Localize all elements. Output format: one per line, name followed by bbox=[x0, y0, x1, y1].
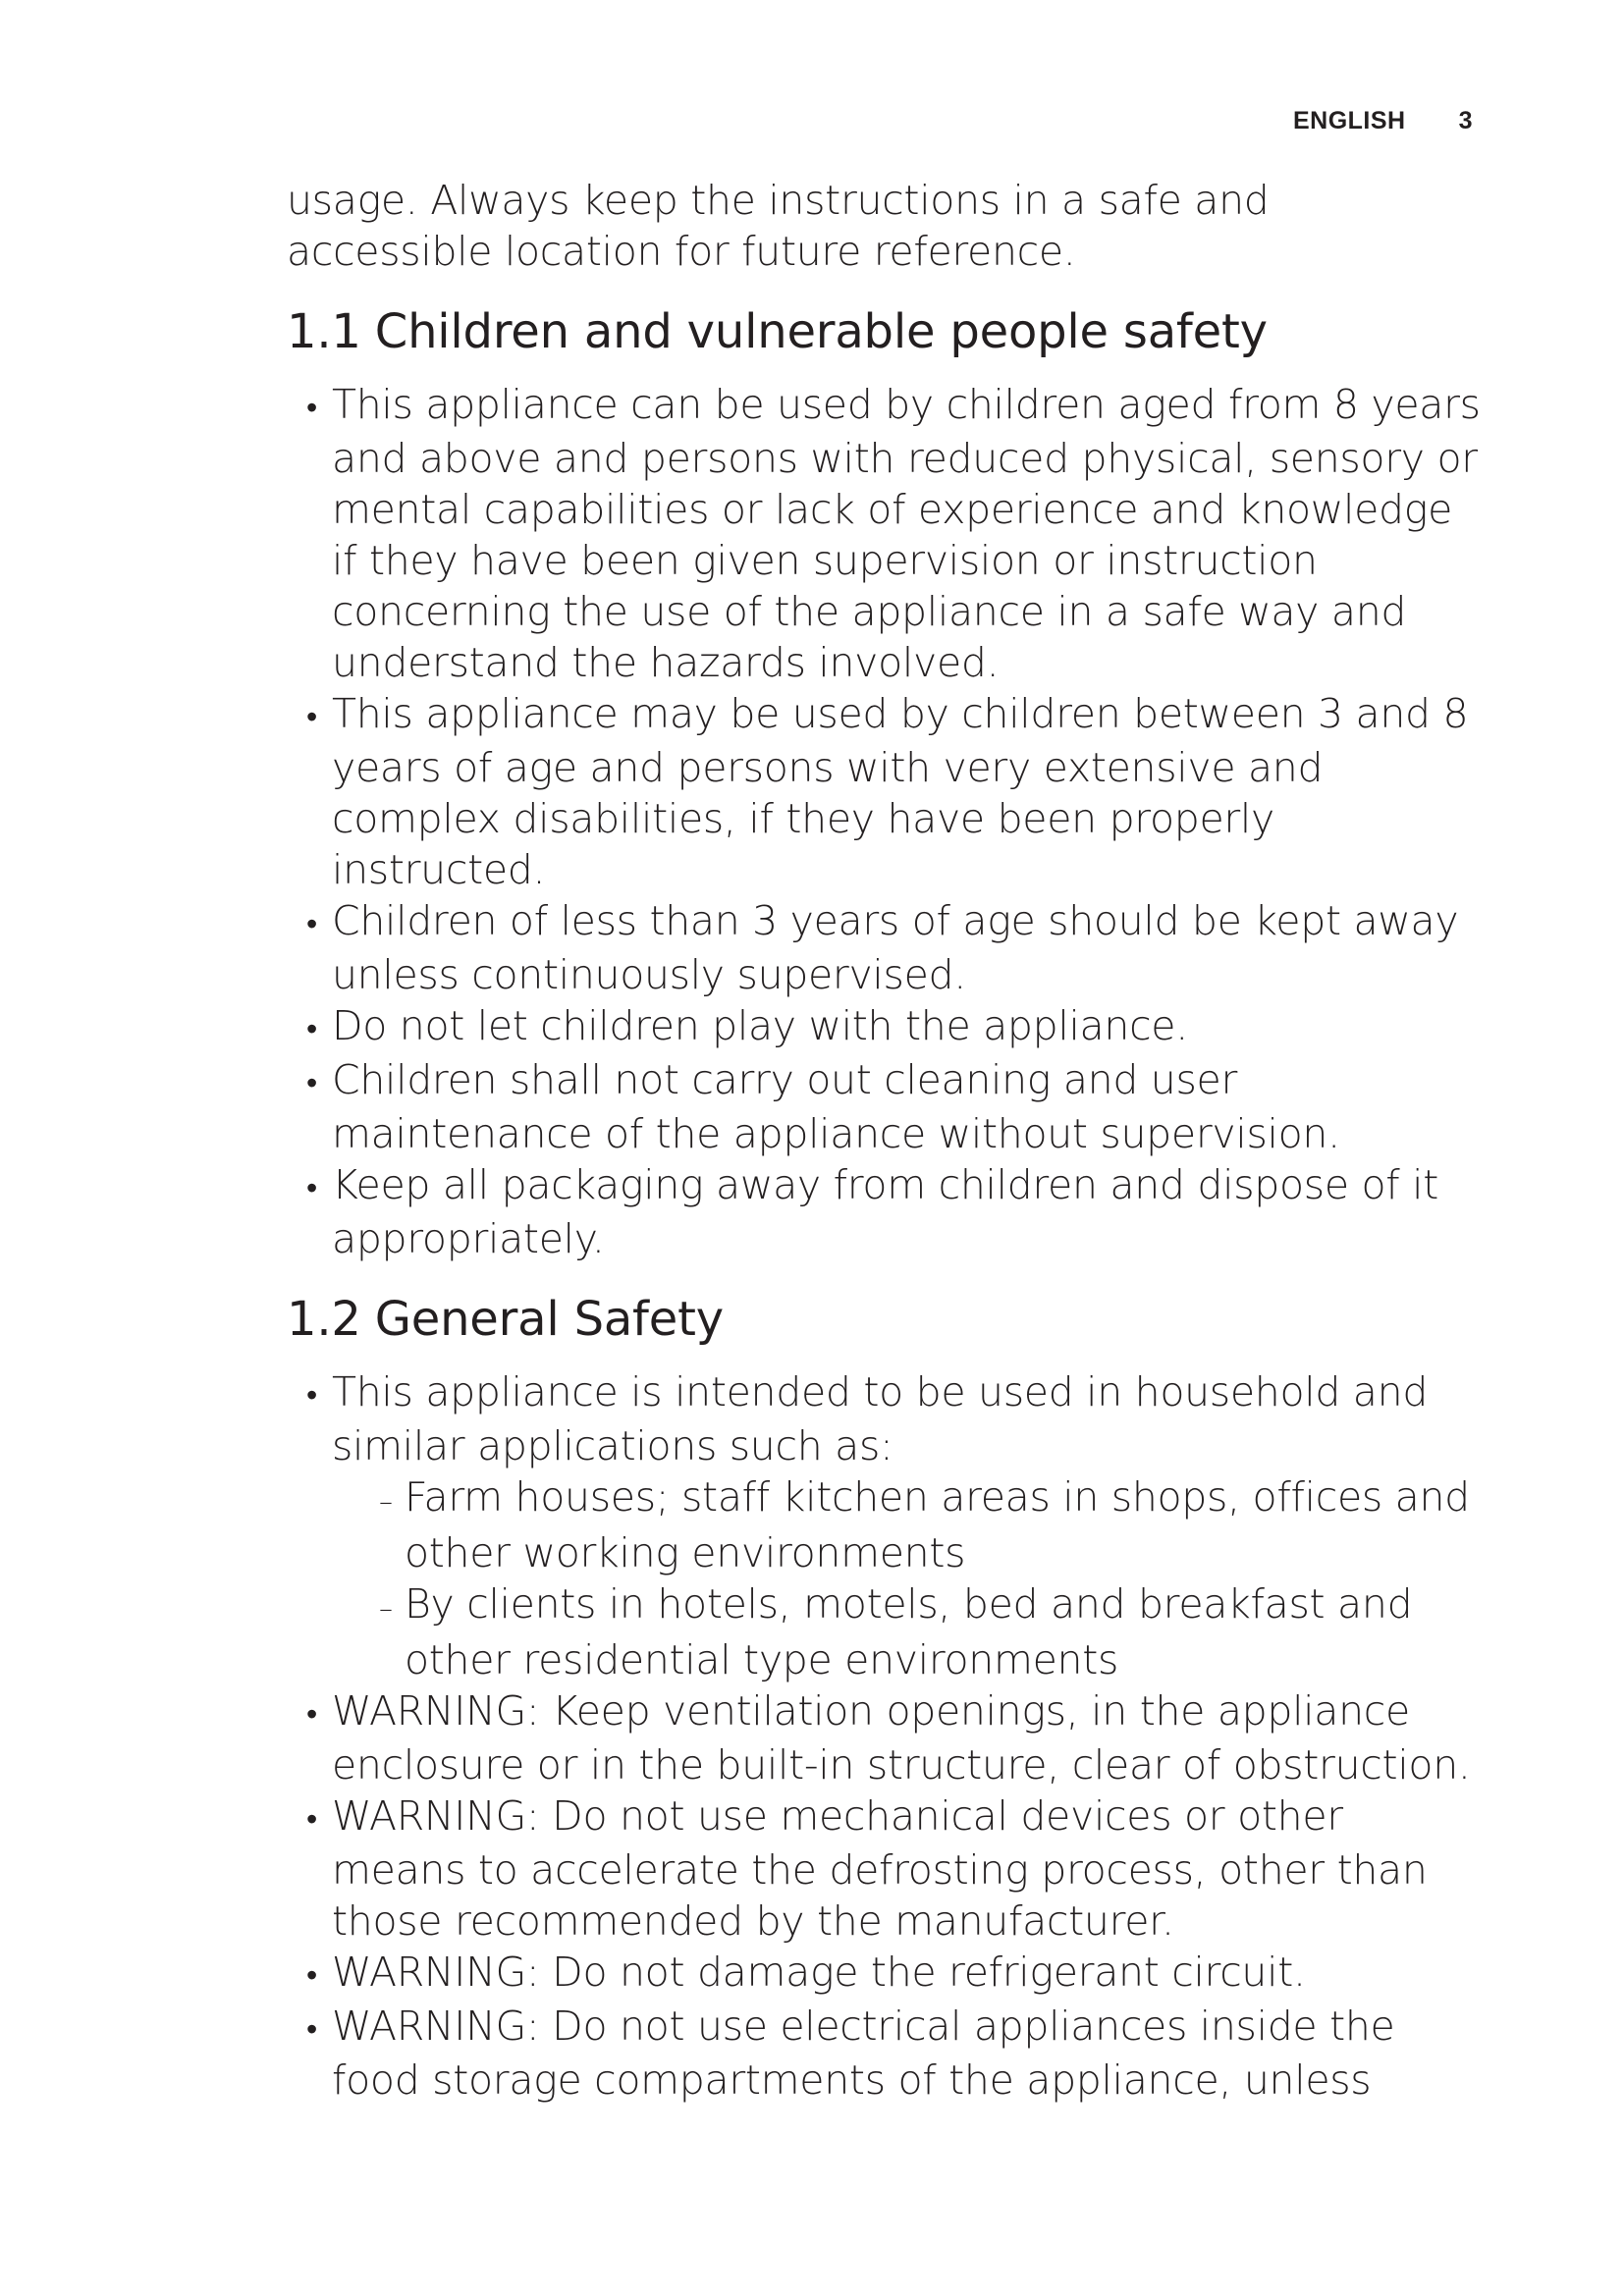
bullet-icon: • bbox=[306, 1010, 317, 1047]
list-item: • WARNING: Do not use electrical appliances inside the food storage compartments of the appliance, unless bbox=[306, 2002, 1395, 2104]
language-label: ENGLISH bbox=[1292, 107, 1406, 134]
page-header bbox=[0, 106, 1473, 135]
section-heading-children-safety bbox=[287, 304, 1485, 359]
dash-icon: – bbox=[379, 1592, 393, 1625]
sub-list-item: – Farm houses; staff kitchen areas in shops, offices and other working environments bbox=[379, 1473, 1470, 1576]
list-item: • This appliance is intended to be used in household and similar applications such as: – Farm houses; staff kitchen areas in shops, offices and other working environments – By clients in hotels, motels, bed and breakfast and other residential type environments bbox=[287, 1366, 1485, 1685]
list-item: • Keep all packaging away from children and dispose of it appropriately. bbox=[306, 1161, 1438, 1262]
intro-paragraph: usage. Always keep the instructions in a safe and accessible location for future reference. bbox=[287, 177, 1270, 275]
list-item: • Do not let children play with the appliance. bbox=[287, 1000, 1485, 1054]
sub-list-item: – By clients in hotels, motels, bed and breakfast and other residential type environments bbox=[379, 1580, 1413, 1683]
list-item: • This appliance can be used by children aged from 8 years and above and persons with reduced physical, sensory or mental capabilities or lack of experience and knowledge if they have been given supervision or instruction concerning the use of the appliance in a safe way and understand the hazards involved. bbox=[306, 381, 1481, 686]
list-item: • Children of less than 3 years of age should be kept away unless continuously supervised. bbox=[306, 897, 1459, 998]
bullet-icon: • bbox=[306, 905, 317, 942]
bullet-icon: • bbox=[306, 1956, 317, 1994]
bullet-icon: • bbox=[306, 1064, 317, 1101]
list-item: • This appliance may be used by children between 3 and 8 years of age and persons with very extensive and complex disabilities, if they have been properly instructed. bbox=[306, 690, 1469, 893]
section-title: General Safety bbox=[374, 1292, 724, 1347]
sub-list bbox=[332, 1471, 1485, 1685]
page-content bbox=[287, 175, 1485, 2106]
children-safety-list bbox=[287, 379, 1485, 1264]
section-heading-general-safety bbox=[287, 1292, 1485, 1347]
bullet-icon: • bbox=[306, 1169, 317, 1206]
bullet-icon: • bbox=[306, 1800, 317, 1838]
bullet-icon: • bbox=[306, 698, 317, 735]
bullet-icon: • bbox=[306, 2010, 317, 2048]
list-item: • WARNING: Do not damage the refrigerant circuit. bbox=[287, 1947, 1485, 2001]
bullet-icon: • bbox=[306, 389, 317, 426]
dash-icon: – bbox=[379, 1485, 393, 1518]
list-item: • WARNING: Do not use mechanical devices or other means to accelerate the defrosting process, other than those recommended by the manufacturer. bbox=[306, 1792, 1428, 1945]
bullet-icon: • bbox=[306, 1695, 317, 1733]
bullet-icon: • bbox=[306, 1376, 317, 1414]
section-number: 1.1 bbox=[287, 304, 361, 359]
list-item: • Children shall not carry out cleaning and user maintenance of the appliance without supervision. bbox=[306, 1056, 1340, 1157]
section-number: 1.2 bbox=[287, 1292, 361, 1347]
section-title: Children and vulnerable people safety bbox=[374, 304, 1268, 359]
general-safety-list bbox=[287, 1366, 1485, 2106]
list-item: • WARNING: Keep ventilation openings, in the appliance enclosure or in the built-in structure, clear of obstruction. bbox=[306, 1687, 1471, 1789]
page-number: 3 bbox=[1458, 107, 1473, 134]
